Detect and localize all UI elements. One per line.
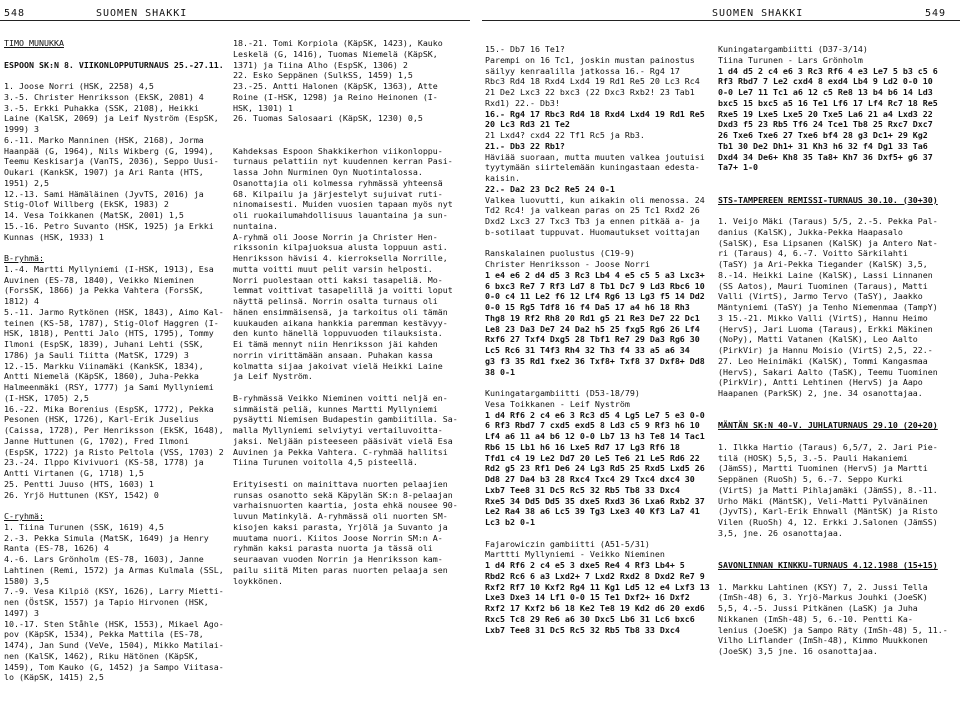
text-line: Christer Henriksson - Joose Norri [485, 259, 650, 269]
text-line: g3 f3 35 Rd1 fxe2 36 Txf8+ Txf8 37 Dxf8+ Dd8 [485, 355, 705, 366]
text-line: nuntaina. [233, 220, 278, 231]
text-line: Laine (KalSK, 2069) ja Leif Nyström (EspSK, [4, 113, 219, 124]
text-line: 1 d4 Rf6 2 c4 e5 3 dxe5 Re4 4 Rf3 Lb4+ 5 [485, 560, 685, 570]
blank-line [485, 238, 715, 249]
text-line: 27. Leo Heinimäki (KalSK), Tommi Kangasmaa [718, 355, 928, 366]
text-line: 0-0 Le7 11 Tc1 a6 12 c5 Re8 13 b4 b6 14 Ld3 [718, 87, 933, 97]
text-line: Norri puolestaan otti kaksi tasapeliä. Mo- [233, 274, 443, 285]
text-line: (JyvTS), Karl-Erik Ehnwall (MäntSK) ja Risto [718, 506, 938, 517]
text-line: Mäntyniemi (TaSY) ja Tenho Niemenmaa (TampY) [718, 302, 938, 312]
text-line: Antti Virtanen (G, 1718) 1,5 [4, 468, 144, 478]
text-line: varhaisnuorten kaartia, josta ehkä nousee 90- [233, 500, 458, 511]
text-line: ESPOON SK:N 8. VIIKONLOPPUTURNAUS 25.-27.11. [4, 59, 224, 70]
text-line: loykkönen. [233, 575, 283, 586]
text-line: (EspSK, 1722) ja Risto Peltola (VSS, 1703) 2 [4, 446, 224, 457]
column-4 [718, 44, 958, 657]
text-line: 1999) 3 [4, 124, 39, 134]
text-line: Nikkanen (ImSh-48) 5, 6.-10. Pentti Ka- [718, 613, 913, 624]
text-line: TIMO MUNUKKA [4, 38, 64, 48]
text-line: Dxd4 34 De6+ Kh8 35 Ta8+ Kh7 36 Dxf5+ g6 37 [718, 151, 933, 162]
text-line: teinen (KS-58, 1787), Stig-Olof Haggren (I- [4, 317, 219, 328]
text-line: kisojen kaksi parasta, Yrjölä ja Suvanto ja [233, 521, 448, 532]
text-line: Lxe3 Dxe3 14 Lf1 0-0 15 Te1 Dxf2+ 16 Dxf2 [485, 592, 690, 603]
text-line: 6.-11. Marko Manninen (HSK, 2168), Jorma [4, 134, 204, 145]
text-line: ryhmän kaksi parasta nuorta ja tässä oli [233, 543, 433, 554]
text-line: (HervS), Jari Luoma (Taraus), Erkki Mäkinen [718, 323, 933, 334]
text-line: 21 De2 Lxc3 22 bxc3 (22 Dxc3 Rxb2! 23 Tab1 [485, 87, 695, 97]
text-line: säilyy kenraalilla jatkossa 16.- Rg4 17 [485, 65, 680, 76]
blank-line [4, 70, 228, 81]
blank-line [4, 500, 228, 511]
left-running-title: SUOMEN SHAKKI [96, 8, 188, 19]
text-line: 23.-25. Antti Halonen (KäpSK, 1363), Atte [233, 81, 438, 91]
text-line: 5,5, 4.-5. Jussi Pitkänen (LaSK) ja Juha [718, 603, 918, 613]
text-line: lassa John Nurminen Oyn Nuotintalossa. [233, 167, 423, 177]
text-line: 1. Veijo Mäki (Taraus) 5/5, 2.-5. Pekka Pal- [718, 216, 938, 226]
text-line: MÄNTÄN SK:N 40-V. JUHLATURNAUS 29.10 (20+20) [718, 420, 938, 431]
text-line: 1580) 3,5 [4, 575, 49, 586]
text-line: 22. Esko Seppänen (SulkSS, 1459) 1,5 [233, 70, 413, 81]
text-line: Ilmoni (EspSK, 1839), Juhani Lehti (SSK, [4, 339, 204, 349]
text-line: muutama nuori. Kiitos Joose Norrin SM:n A- [233, 532, 443, 543]
text-line: Tfd1 c4 19 Le2 Dd7 20 Le5 Te6 21 Le5 Rd6 22 [485, 452, 700, 463]
text-line: Roine (I-HSK, 1298) ja Reino Heinonen (I- [233, 91, 438, 102]
text-line: 3.-5. Erkki Puhakka (SSK, 2108), Heikki [4, 102, 199, 113]
text-line: 26. Yrjö Huttunen (KSY, 1542) 0 [4, 489, 159, 500]
text-line: 16.- Rg4 17 Rbc3 Rd4 18 Rxd4 Lxd4 19 Rd1 Re5 [485, 108, 705, 119]
text-line: Rb6 15 Lb1 h6 16 Lxe5 Rd7 17 Lg3 Rf6 18 [485, 441, 680, 452]
column-2 [233, 38, 471, 586]
text-line: Rxe5 19 Lxe5 Lxe5 20 Txe5 La6 21 a4 Lxd3 22 [718, 108, 933, 119]
text-line: Ranta (ES-78, 1626) 4 [4, 543, 109, 554]
text-line: Rxc5 Tc8 29 Re6 a6 30 Dxc5 Lb6 31 Lc6 bxc6 [485, 613, 695, 624]
text-line: tilä (HOSK) 5,5, 3.-5. Pauli Hakaniemi [718, 452, 908, 463]
text-line: rikssonin kilpajuoksua alusta loppuun asti. [233, 242, 448, 253]
blank-line [718, 571, 958, 582]
text-line: 1786) ja Sauli Tiitta (MatSK, 1729) 3 [4, 349, 189, 360]
text-line: 21.- Db3 22 Rb1? [485, 140, 565, 151]
text-line: lemmat voittivat tasapelillä ja voitti loput [233, 285, 453, 296]
blank-line [718, 549, 958, 560]
text-line: HSK, 1301) 1 [233, 102, 293, 113]
text-line: C-ryhmä: [4, 511, 44, 521]
text-line: Rd2 g5 23 Rf1 De6 24 Lg3 Rd5 25 Rxd5 Lxd5 26 [485, 463, 705, 474]
text-line: 1951) 2,5 [4, 177, 49, 188]
text-line: (ForsSK, 1866) ja Pekka Vahtera (ForsSK, [4, 285, 204, 296]
text-line: Oukari (KankSK, 1907) ja Ari Ranta (HTS, [4, 167, 204, 177]
text-line: Dxd3 f5 23 Rb5 Tf6 24 Tce1 Tb8 25 Rxc7 Dxc7 [718, 119, 933, 130]
text-line: mutta voitti muut pelit varsin helposti. [233, 263, 433, 274]
text-line: Janne Huttunen (G, 1702), Fred Ilmoni [4, 435, 189, 446]
text-line: tyytymään siirtelemään kuningastaan edesta- [485, 162, 700, 173]
text-line: runsas osanotto sekä Käpylän SK:n 8-pelaajan [233, 489, 453, 500]
blank-line [718, 410, 958, 421]
blank-line [4, 242, 228, 253]
text-line: Stig-Olof Willberg (EkSK, 1983) 2 [4, 199, 169, 210]
text-line: (SS Aatos), Mauri Tuominen (Taraus), Matti [718, 280, 928, 291]
text-line: jaksi. Neljään pisteeseen pääsivät vielä Esa [233, 435, 453, 446]
text-line: Vilen (RuoSh) 4, 12. Erkki J.Salonen (JämSS) [718, 517, 938, 527]
column-1 [4, 38, 228, 683]
text-line: 1474), Jan Sund (VeVe, 1504), Mikko Matilai- [4, 640, 224, 650]
text-line: ninomaisesti. Muiden vuosien tapaan myös nyt [233, 199, 453, 210]
text-line: Lc5 Rc6 31 T4f3 Rh4 32 Th3 f4 33 a5 a6 34 [485, 345, 690, 355]
text-line: 5.-11. Jarmo Rytkönen (HSK, 1843), Aimo Kal- [4, 306, 224, 317]
right-page-number: 549 [925, 8, 947, 19]
text-line: 1459), Tom Kauko (G, 1452) ja Sampo Viitasa- [4, 661, 224, 672]
text-line: 3 15.-21. Mikko Valli (VirtS), Hannu Heimo [718, 312, 928, 323]
text-line: Auvinen (ES-78, 1840), Veikko Nieminen [4, 274, 194, 285]
text-line: b-sotilaat tuppuvat. Huomautukset voittajan [485, 226, 700, 237]
right-running-title: SUOMEN SHAKKI [712, 8, 804, 19]
text-line: (VirtS) ja Matti Pihlajamäki (JämSS), 8.-11. [718, 484, 938, 495]
blank-line [718, 431, 958, 442]
blank-line [718, 205, 958, 216]
right-header-rule [482, 20, 960, 21]
text-line: ri (Taraus) 4, 6.-7. Voitto Särkilahti [718, 248, 908, 259]
text-line: 3,5, jne. 26 osanottajaa. [718, 527, 843, 538]
text-line: Kuningatargambiitti (D37-3/14) [718, 44, 868, 54]
text-line: 10.-17. Sten Ståhle (HSK, 1553), Mikael Ago- [4, 618, 224, 629]
text-line: Rxf6 27 Txf4 Dxg5 28 Tbf1 Re7 29 Da3 Rg6 30 [485, 334, 700, 345]
text-line: 14. Vesa Toikkanen (MatSK, 2001) 1,5 [4, 210, 184, 220]
text-line: pailu siitä Miten paras nuorten pelaaja sen [233, 564, 448, 575]
text-line: lo (KäpSK, 1415) 2,5 [4, 672, 104, 683]
text-line: simmäistä peliä, kunnes Martti Myllyniemi [233, 403, 438, 414]
text-line: 0-0 c4 11 Le2 f6 12 Lf4 Rg6 13 Lg3 f5 14 Dd2 [485, 291, 705, 302]
text-line: Fajarowiczin gambiitti (A51-5/31) [485, 538, 650, 549]
text-line: Häviää suoraan, mutta muuten valkea joutuisi [485, 151, 705, 162]
text-line: hänen ensimmäisensä, ja tarkoitus oli tämän [233, 306, 448, 317]
text-line: lenius (JoeSK) ja Sampo Räty (ImSh-48) 5, 11.- [718, 624, 948, 635]
text-line: bxc5 15 bxc5 a5 16 Te1 Lf6 17 Lf4 Rc7 18 Re5 [718, 97, 938, 108]
text-line: (SalSK), Esa Lipsanen (KalSK) ja Antero Nat- [718, 237, 938, 248]
text-line: 1497) 3 [4, 607, 39, 618]
text-line: nen (ÖstSK, 1557) ja Tapio Hirvonen (HSK, [4, 597, 209, 607]
text-line: 12.-13. Sami Hämäläinen (JyvTS, 2016) ja [4, 188, 204, 199]
text-line: luvun Matinkylä. A-ryhmässä oli nuorten SM- [233, 511, 448, 521]
text-line: 1. Joose Norri (HSK, 2258) 4,5 [4, 81, 154, 91]
text-line: Le2 Ra4 38 a6 Lc5 39 Tg3 Lxe3 40 Kf3 La7 41 [485, 506, 700, 517]
text-line: Rxf2 17 Kxf2 b6 18 Ke2 Te8 19 Kd2 d6 20 exd6 [485, 603, 705, 613]
text-line: Kuningatargambiitti (D53-18/79) [485, 388, 640, 398]
text-line: oli ruokailumahdollisuus lauantaina ja sun- [233, 210, 448, 220]
blank-line [233, 135, 471, 146]
text-line: A-ryhmä oli Joose Norrin ja Christer Hen- [233, 231, 438, 242]
text-line: Leskelä (G, 1416), Tuomas Niemelä (KäpSK, [233, 48, 438, 59]
text-line: Thg8 19 Rf2 Rh8 20 Rd1 g5 21 Re3 De7 22 Dc1 [485, 312, 700, 323]
blank-line [718, 173, 958, 184]
text-line: nen (KalSK, 1462), Riku Hätönen (KäpSK, [4, 650, 199, 661]
text-line: SAVONLINNAN KINKKU-TURNAUS 4.12.1988 (15+15) [718, 560, 938, 570]
blank-line [485, 377, 715, 388]
text-line: Vilho Liflander (ImSh-48), Kimmo Muukkonen [718, 635, 928, 646]
text-line: Haapanen (ParkSK) 2, jne. 34 osanottajaa. [718, 388, 923, 398]
text-line: (JoeSK) 3,5 jne. 16 osanottajaa. [718, 646, 878, 656]
text-line: Lxb7 Tee8 31 Dc5 Rc5 32 Rb5 Tb8 33 Dxc4 [485, 624, 680, 635]
text-line: 15.- Db7 16 Te1? [485, 44, 565, 54]
blank-line [485, 528, 715, 539]
text-line: norrin virittämään ansaan. Puhakan kassa [233, 349, 433, 360]
text-line: seuraavan vuoden Norrin ja Henriksson kam- [233, 554, 443, 564]
text-line: Lxb7 Tee8 31 Dc5 Rc5 32 Rb5 Tb8 33 Dxc4 [485, 484, 680, 495]
text-line: Halmeenmäki (RSY, 1777) ja Sami Myllyniemi [4, 382, 214, 392]
text-line: 26 Txe6 Txe6 27 Txe6 bf4 28 g3 Dc1+ 29 Kg2 [718, 130, 928, 140]
text-line: kaisin. [485, 173, 520, 183]
text-line: (ImSh-48) 6, 3. Yrjö-Markus Jouhki (JoeSK) [718, 592, 928, 603]
text-line: Td2 Rc4! ja valkean paras on 25 Tc1 Rxd2 26 [485, 205, 700, 216]
blank-line [233, 468, 471, 479]
text-line: 1 d4 d5 2 c4 e6 3 Rc3 Rf6 4 e3 Le7 5 b3 c5 6 [718, 65, 938, 76]
text-line: 15.-16. Petro Suvanto (HSK, 1925) ja Erkki [4, 220, 214, 231]
blank-line [718, 399, 958, 410]
text-line: Parempi on 16 Tc1, joskin mustan painostus [485, 54, 695, 65]
left-header-rule [0, 20, 470, 21]
left-page-number: 548 [4, 8, 26, 19]
text-line: 1 e4 e6 2 d4 d5 3 Rc3 Lb4 4 e5 c5 5 a3 Lxc3+ [485, 269, 705, 280]
text-line: malla Myllyniemi selviytyi vertailuvoitta- [233, 425, 443, 435]
text-line: 20 Lc3 Rd3 21 Te2 [485, 119, 570, 130]
text-line: Vesa Toikkanen - Leif Nyström [485, 398, 630, 409]
text-line: Rbd2 Rc6 6 a3 Lxd2+ 7 Lxd2 Rxd2 8 Dxd2 Re7 9 [485, 570, 705, 581]
text-line: Pesonen (HSK, 1726), Karl-Erik Juselius [4, 414, 199, 425]
text-line: Urho Mäki (MäntSK), Veli-Matti Pylvänäinen [718, 495, 928, 506]
column-3 [485, 44, 715, 635]
text-line: 38 0-1 [485, 366, 515, 377]
text-line: B-ryhmä: [4, 253, 44, 263]
text-line: Ranskalainen puolustus (C19-9) [485, 248, 635, 259]
text-line: Tiina Turunen voitolla 4,5 pisteellä. [233, 457, 418, 468]
text-line: Rxf2 Rf7 10 Kxf2 Rg4 11 Kg1 Ld5 12 e4 Lxf3 13 [485, 581, 710, 592]
text-line: Marttti Myllyniemi - Veikko Nieminen [485, 549, 665, 560]
text-line: (PirkVir) ja Hannu Moisio (VirtS) 2,5, 22.- [718, 345, 933, 355]
text-line: 1. Tiina Turunen (SSK, 1619) 4,5 [4, 521, 164, 532]
text-line: 6 bxc3 Re7 7 Rf3 Ld7 8 Tb1 Dc7 9 Ld3 Rbc6 10 [485, 280, 705, 291]
text-line: (Caissa, 1728), Per Henriksson (EkSK, 1648), [4, 425, 224, 435]
text-line: Auvinen ja Pekka Vahtera. C-ryhmää hallitsi [233, 446, 448, 457]
text-line: Teemu Keskisarja (VanTS, 2036), Seppo Uusi- [4, 156, 219, 167]
text-line: Rxd1) 22.- Db3! [485, 97, 560, 108]
text-line: Kahdeksas Espoon Shakkikerhon viikonloppu- [233, 145, 443, 156]
text-line: 2.-3. Pekka Simula (MatSK, 1649) ja Henry [4, 532, 209, 543]
text-line: 1812) 4 [4, 296, 39, 306]
text-line: 1371) ja Tiina Alho (EspSK, 1306) 2 [233, 59, 408, 70]
text-line: 1.-4. Martti Myllyniemi (I-HSK, 1913), Esa [4, 263, 214, 274]
text-line: 1. Markku Lahtinen (KSY) 7, 2. Jussi Tella [718, 581, 928, 592]
text-line: (PirkVir), Antti Lehtinen (HervS) ja Aapo [718, 377, 923, 388]
text-line: 1 d4 Rf6 2 c4 e6 3 Rc3 d5 4 Lg5 Le7 5 e3 0-0 [485, 409, 705, 420]
text-line: 6 Rf3 Rbd7 7 cxd5 exd5 8 Ld3 c5 9 Rf3 h6 10 [485, 420, 700, 431]
text-line: Antti Niemelä (KäpSK, 1860), Juha-Pekka [4, 371, 199, 382]
text-line: STS-TAMPEREEN REMISSI-TURNAUS 30.10. (30+30) [718, 194, 938, 205]
blank-line [233, 382, 471, 393]
text-line: Henriksson hävisi 4. kierroksella Norrille, [233, 253, 448, 263]
blank-line [718, 539, 958, 550]
text-line: 4.-6. Lars Grönholm (ES-78, 1603), Janne [4, 554, 204, 564]
text-line: Kunnas (HSK, 1933) 1 [4, 231, 104, 242]
blank-line [233, 124, 471, 135]
blank-line [718, 184, 958, 195]
text-line: (I-HSK, 1705) 2,5 [4, 392, 89, 403]
text-line: Seppänen (RuoSh) 5, 6.-7. Seppo Kurki [718, 474, 903, 484]
text-line: Lahtinen (Remi, 1572) ja Armas Kulmala (SSL, [4, 564, 224, 575]
text-line: 68. Kilpailu ja järjestelyt sujuivat ruti- [233, 188, 443, 199]
text-line: Erityisesti on mainittava nuorten pelaajien [233, 478, 448, 489]
text-line: Lf4 a6 11 a4 b6 12 0-0 Lb7 13 h3 Te8 14 Tac1 [485, 431, 705, 441]
text-line: Tb1 30 De2 Dh1+ 31 Kh3 h6 32 f4 Dg1 33 Ta6 [718, 140, 928, 151]
text-line: (HervS), Sakari Aalto (TaSK), Teemu Tuominen [718, 366, 938, 377]
text-line: 3.-5. Christer Henriksson (EkSK, 2081) 4 [4, 91, 204, 102]
text-line: 0-0 15 Rg5 Tdf8 16 f4 Da5 17 a4 h6 18 Rh3 [485, 302, 690, 312]
text-line: 7.-9. Vesa Kilpiö (KSY, 1626), Larry Mietti- [4, 586, 224, 597]
text-line: danius (KalSK), Jukka-Pekka Haapasalo [718, 226, 903, 237]
text-line: Osanottajia oli kolmessa ryhmässä yhteensä [233, 177, 443, 188]
text-line: 8.-14. Heikki Laine (KalSK), Lassi Linnanen [718, 269, 933, 280]
text-line: kolmatta sijaa jakoivat vielä Heikki Laine [233, 360, 443, 371]
text-line: Rf3 Rbd7 7 Le2 cxd4 8 exd4 Lb4 9 Ld2 0-0 10 [718, 76, 933, 87]
text-line: Haanpää (G, 1964), Nils Wikberg (G, 1994), [4, 145, 214, 156]
text-line: Le8 23 Da3 De7 24 Da2 h5 25 fxg5 Rg6 26 Lf4 [485, 323, 700, 334]
text-line: pov (KäpSK, 1534), Pekka Mattila (ES-78, [4, 629, 204, 640]
text-line: 21 Lxd4? cxd4 22 Tf1 Rc5 ja Rb3. [485, 130, 645, 140]
text-line: Ei tämä mennyt niin Henriksson jäi kahden [233, 339, 438, 349]
blank-line [4, 49, 228, 60]
text-line: Valkea luovutti, kun aikakin oli menossa. 24 [485, 194, 705, 205]
text-line: 23.-24. Ilppo Kivivuori (KS-58, 1778) ja [4, 457, 204, 468]
text-line: näyttä pelinsä. Norrin osalta turnaus oli [233, 296, 438, 306]
text-line: 22.- Da2 23 Dc2 Re5 24 0-1 [485, 183, 615, 194]
text-line: B-ryhmässä Veikko Nieminen voitti neljä en- [233, 392, 448, 403]
text-line: Dd8 27 Da4 b3 28 Rxc4 Txc4 29 Txc4 dxc4 30 [485, 474, 695, 484]
text-line: 18.-21. Tomi Korpiola (KäpSK, 1423), Kauko [233, 38, 443, 48]
text-line: 12.-15. Markku Viinamäki (KankSK, 1834), [4, 360, 204, 371]
text-line: (TaSY) ja Ari-Pekka Tiegander (KalSK) 3,5, [718, 259, 928, 269]
text-line: 16.-22. Mika Borenius (EspSK, 1772), Pekka [4, 403, 214, 414]
text-line: turnaus pelattiin nyt kuudennen kerran Pasi- [233, 156, 453, 167]
text-line: HSK, 1818), Pentti Jalo (HTS, 1795), Tommy [4, 328, 214, 339]
text-line: den kunto hänellä loppuvuoden tilauksista. [233, 328, 443, 339]
text-line: 25. Pentti Juuso (HTS, 1603) 1 [4, 478, 154, 489]
text-line: ja Leif Nyström. [233, 371, 313, 382]
text-line: Ta7+ 1-0 [718, 162, 758, 173]
text-line: kuukauden aikana hankkia paremman kestävyy- [233, 317, 448, 328]
text-line: Rbc3 Rd4 18 Rxd4 Lxd4 19 Rd1 Re5 20 Lc3 Rc4 [485, 76, 700, 87]
text-line: 1. Ilkka Hartio (Taraus) 6,5/7, 2. Jari Pie- [718, 441, 938, 452]
text-line: Dxd2 Lxc3 27 Txc3 Tb3 ja ennen pitkää a- ja [485, 216, 700, 226]
text-line: Rxe5 34 Dd5 Dd5 35 dxe5 Rxd3 36 Lxa6 Rxb2 37 [485, 495, 705, 506]
text-line: (NoPy), Matti Vatanen (KalSK), Leo Aalto [718, 334, 918, 345]
text-line: Tiina Turunen - Lars Grönholm [718, 54, 863, 65]
text-line: (JämSS), Martti Tuominen (HervS) ja Martti [718, 463, 928, 474]
text-line: pysäytti Niemisen Budapestin gambiitilla. Sa- [233, 414, 458, 425]
text-line: Lc3 b2 0-1 [485, 517, 535, 527]
text-line: Valli (VirtS), Jarmo Tervo (TaSY), Jaakko [718, 291, 923, 302]
text-line: 26. Tuomas Salosaari (KäpSK, 1230) 0,5 [233, 113, 423, 124]
